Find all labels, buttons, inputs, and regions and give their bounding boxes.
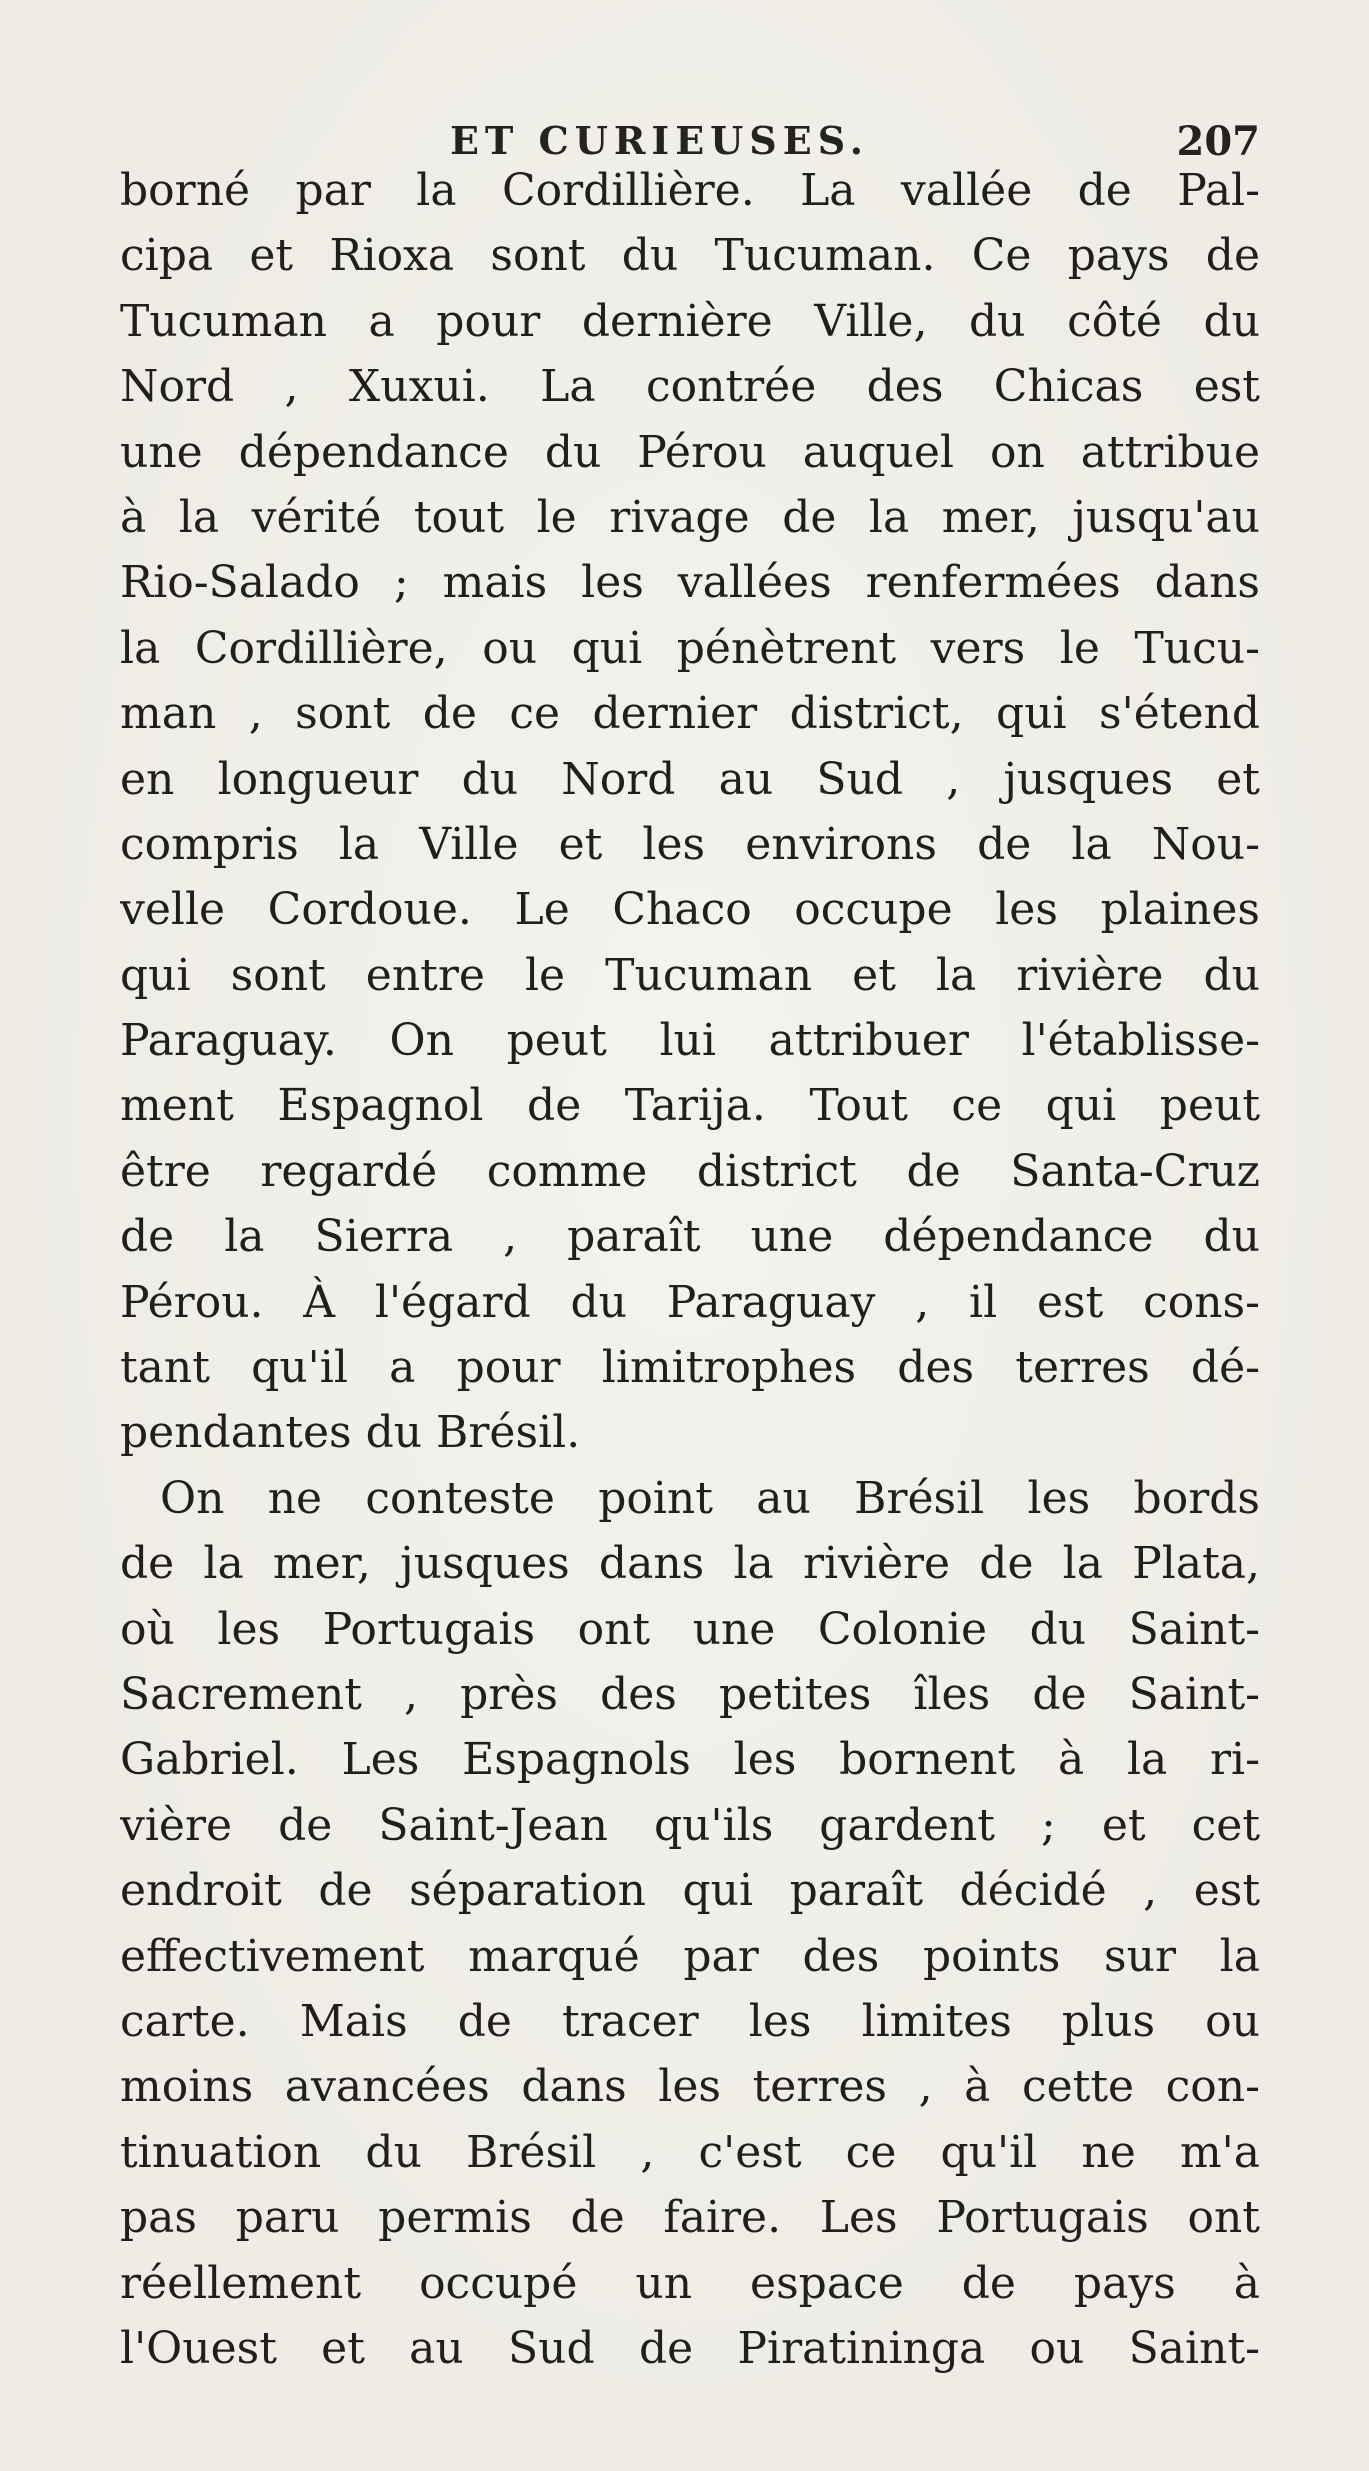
running-title: ET CURIEUSES. <box>450 118 870 163</box>
text-line: être regardé comme district de Santa-Cruz <box>120 1145 1260 1197</box>
text-line: Sacrement , près des petites îles de Saint- <box>120 1668 1260 1720</box>
text-line: Nord , Xuxui. La contrée des Chicas est <box>120 361 1260 413</box>
text-line: tinuation du Brésil , c'est ce qu'il ne m'a <box>120 2126 1260 2178</box>
text-line: Paraguay. On peut lui attribuer l'établisse- <box>120 1015 1260 1067</box>
text-line: velle Cordoue. Le Chaco occupe les plaines <box>120 884 1260 936</box>
text-line: où les Portugais ont une Colonie du Saint- <box>120 1603 1260 1655</box>
text-line: qui sont entre le Tucuman et la rivière du <box>120 949 1260 1001</box>
page-number: 207 <box>1176 118 1260 165</box>
text-line: On ne conteste point au Brésil les bords <box>160 1472 1260 1524</box>
text-line: tant qu'il a pour limitrophes des terres dé- <box>120 1342 1260 1394</box>
text-line: la Cordillière, ou qui pénètrent vers le Tucu- <box>120 622 1260 674</box>
text-line: ment Espagnol de Tarija. Tout ce qui peut <box>120 1080 1260 1132</box>
body-text <box>120 158 1260 2381</box>
text-line: Tucuman a pour dernière Ville, du côté du <box>120 295 1260 347</box>
text-line: moins avancées dans les terres , à cette con- <box>120 2061 1260 2113</box>
text-line: Gabriel. Les Espagnols les bornent à la ri- <box>120 1734 1260 1786</box>
text-line: cipa et Rioxa sont du Tucuman. Ce pays de <box>120 230 1260 282</box>
text-line: carte. Mais de tracer les limites plus ou <box>120 1995 1260 2047</box>
text-line: à la vérité tout le rivage de la mer, jusqu'au <box>120 491 1260 543</box>
text-line: réellement occupé un espace de pays à <box>120 2257 1260 2309</box>
text-line: effectivement marqué par des points sur la <box>120 1930 1260 1982</box>
text-line: borné par la Cordillière. La vallée de Pal- <box>120 165 1260 216</box>
text-line: en longueur du Nord au Sud , jusques et <box>120 753 1260 805</box>
text-line: pas paru permis de faire. Les Portugais ont <box>120 2192 1260 2244</box>
text-line: pendantes du Brésil. <box>120 1407 581 1459</box>
text-line: de la mer, jusques dans la rivière de la Plata, <box>120 1538 1260 1590</box>
text-line: Pérou. À l'égard du Paraguay , il est cons- <box>120 1276 1260 1328</box>
text-line: vière de Saint-Jean qu'ils gardent ; et cet <box>120 1799 1260 1851</box>
text-line: l'Ouest et au Sud de Piratininga ou Saint- <box>120 2322 1260 2374</box>
text-line: Rio-Salado ; mais les vallées renfermées dans <box>120 557 1260 609</box>
text-line: de la Sierra , paraît une dépendance du <box>120 1211 1260 1263</box>
text-line: endroit de séparation qui paraît décidé , est <box>120 1865 1260 1917</box>
text-line: man , sont de ce dernier district, qui s'étend <box>120 688 1260 740</box>
text-line: compris la Ville et les environs de la Nou- <box>120 818 1260 870</box>
text-line: une dépendance du Pérou auquel on attribue <box>120 426 1260 478</box>
